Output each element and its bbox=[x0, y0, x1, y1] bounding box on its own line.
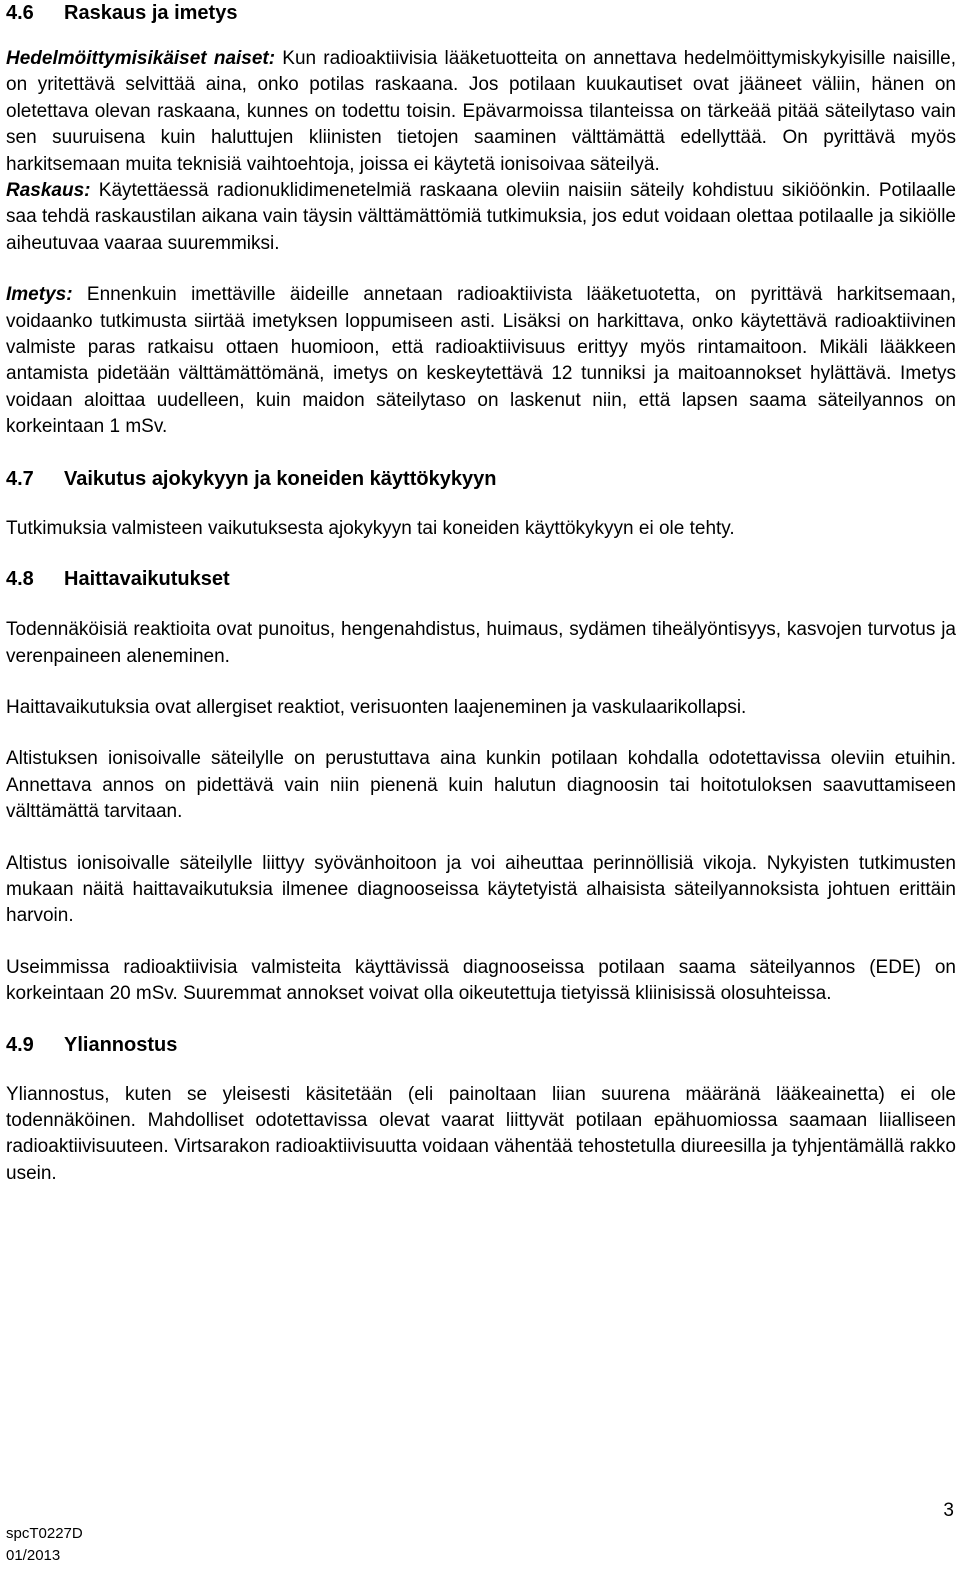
paragraph-fertile-women bbox=[6, 46, 956, 178]
footer-date: 01/2013 bbox=[6, 1547, 61, 1564]
section-title: Raskaus ja imetys bbox=[64, 2, 238, 24]
section-number: 4.6 bbox=[6, 2, 34, 24]
section-number: 4.9 bbox=[6, 1033, 34, 1056]
page-number: 3 bbox=[943, 1500, 954, 1521]
section-heading-4-6 bbox=[6, 0, 956, 26]
paragraph-breastfeeding bbox=[6, 282, 956, 440]
paragraph-label: Raskaus: bbox=[6, 180, 91, 202]
footer-document-id: spcT0227D bbox=[6, 1525, 83, 1542]
section-heading-4-7 bbox=[6, 466, 956, 492]
section-heading-4-8 bbox=[6, 566, 956, 592]
paragraph-pregnancy bbox=[6, 178, 956, 257]
paragraph-exposure-justification: Altistuksen ionisoivalle säteilylle on perustuttava aina kunkin potilaan kohdalla odotettavissa oleviin etuihin. Annettava annos on pidettävä vain niin pienenä kuin halutun diagnoosin tai hoitotuloksen saavuttamiseen välttämättä tarvitaan. bbox=[6, 748, 956, 823]
section-heading-4-9 bbox=[6, 1032, 956, 1058]
paragraph-likely-reactions: Todennäköisiä reaktioita ovat punoitus, hengenahdistus, huimaus, sydämen tiheälyöntisyys, kasvojen turvotus ja verenpaineen aleneminen. bbox=[6, 619, 956, 667]
paragraph-radiation-dose: Useimmissa radioaktiivisia valmisteita käyttävissä diagnooseissa potilaan saama säteilyannos (EDE) on korkeintaan 20 mSv. Suuremmat annokset voivat olla oikeutettuja tietyissä kliinisissä olosuhteissa. bbox=[6, 956, 956, 1005]
paragraph-text: Kun radioaktiivisia lääketuotteita on annettava hedelmöittymiskykyisille naisille, on yritettävä selvittää aina, onko potilas raskaana. Jos potilaan kuukautiset ovat jääneet väliin, hänen on oletettava olevan raskaana, kunnes on todettu toisin. Epävarmoissa tilanteissa on tärkeää pitää säteilytaso vain sen suuruisena kuin haluttujen kliinisten tietojen saaminen välttämättä edellyttää. On pyrittävä myös harkitsemaan muita teknisiä vaihtoehtoja, joissa ei käytetä ionisoivaa säteilyä. bbox=[6, 48, 956, 175]
paragraph-radiation-risk: Altistus ionisoivalle säteilylle liittyy syövänhoitoon ja voi aiheuttaa perinnöllisiä vikoja. Nykyisten tutkimusten mukaan näitä haittavaikutuksia ilmenee diagnooseissa käytetyistä alhaisista säteilyannoksista johtuen erittäin harvoin. bbox=[6, 852, 956, 927]
paragraph-driving: Tutkimuksia valmisteen vaikutuksesta ajokykyyn tai koneiden käyttökykyyn ei ole tehty. bbox=[6, 517, 735, 539]
section-title: Haittavaikutukset bbox=[64, 568, 230, 591]
paragraph-label: Hedelmöittymisikäiset naiset: bbox=[6, 48, 276, 69]
paragraph-label: Imetys: bbox=[6, 284, 73, 306]
section-number: 4.7 bbox=[6, 467, 34, 490]
section-number: 4.8 bbox=[6, 568, 34, 591]
paragraph-text: Ennenkuin imettäville äideille annetaan radioaktiivista lääketuotetta, on pyrittävä harkitsemaan, voidaanko tutkimusta siirtää imetyksen loppumiseen asti. Lisäksi on harkittava, onko käytettävä radioaktiivinen valmiste paras ratkaisu ottaen huomioon, että radioaktiivisuus erittyy myös rintamaitoon. Mikäli lääkkeen antamista pidetään välttämättömänä, imetys on keskeytettävä 12 tunniksi ja maitoannokset hylättävä. Imetys voidaan aloittaa uudelleen, kuin maidon säteilytaso on laskenut niin, että lapsen saama säteilyannos on korkeintaan 1 mSv. bbox=[6, 284, 956, 438]
document-page bbox=[6, 0, 956, 1187]
paragraph-adverse-effects: Haittavaikutuksia ovat allergiset reaktiot, verisuonten laajeneminen ja vaskulaarikollapsi. bbox=[6, 696, 747, 718]
paragraph-overdose: Yliannostus, kuten se yleisesti käsitetään (eli painoltaan liian suurena määränä lääkeainetta) ei ole todennäköinen. Mahdolliset odotettavissa olevat vaarat liittyvät potilaan epähuomiossa saamaan liialliseen radioaktiivisuuteen. Virtsarakon radioaktiivisuutta voidaan vähentää tehostetulla diureesilla ja tyhjentämällä rakko usein. bbox=[6, 1083, 956, 1184]
section-title: Yliannostus bbox=[64, 1033, 178, 1056]
section-title: Vaikutus ajokykyyn ja koneiden käyttökykyyn bbox=[64, 467, 497, 490]
paragraph-text: Käytettäessä radionuklidimenetelmiä raskaana oleviin naisiin säteily kohdistuu sikiöönkin. Potilaalle saa tehdä raskaustilan aikana vain täysin välttämättömiä tutkimuksia, jos edut voidaan olettaa potilaalle ja sikiölle aiheutuvaa vaaraa suuremmiksi. bbox=[6, 180, 956, 254]
